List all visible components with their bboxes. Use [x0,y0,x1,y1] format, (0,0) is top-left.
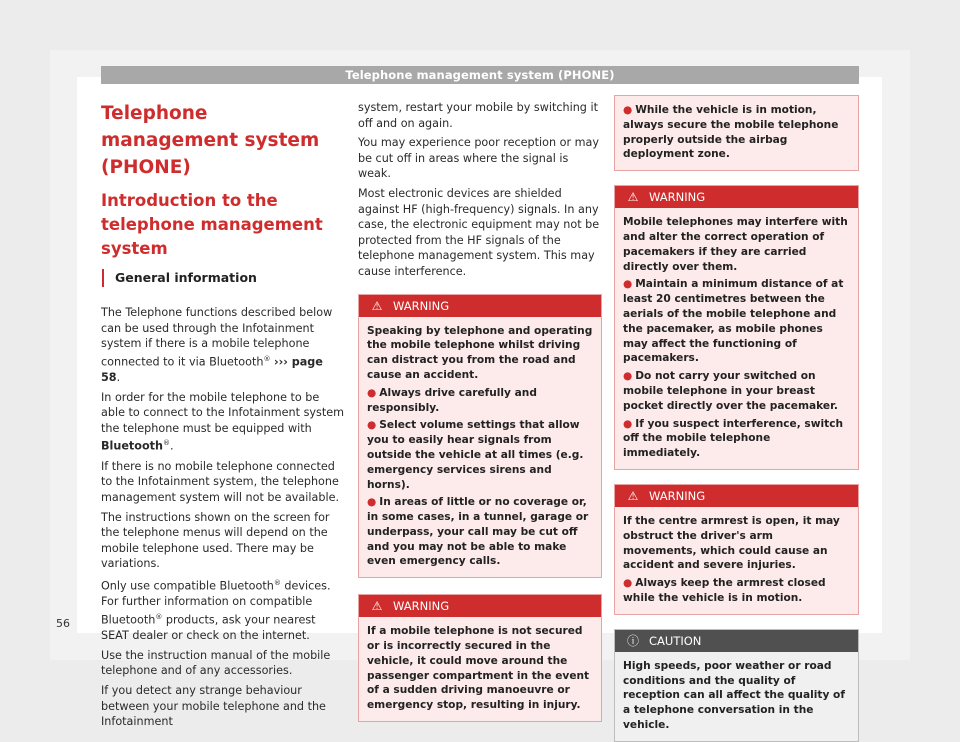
warning-box [614,484,859,615]
caution-box [614,629,859,742]
warning-box [358,594,602,722]
warning-header: ⚠ WARNING [359,295,601,317]
paragraph: Only use compatible Bluetooth® devices. For further information on compatible Bluetooth® products, ask your nearest SEAT dealer or check on the internet. [101,578,331,643]
list-item: ● While the vehicle is in motion, always secure the mobile telephone properly outside the airbag deployment zone. [623,104,839,161]
list-item: ● Select volume settings that allow you to easily hear signals from outside the vehicle at all times (e.g. emergency services sirens and horns). [367,419,584,491]
page-reference-link[interactable]: ››› page 58 [101,355,323,385]
warning-triangle-icon: ⚠ [371,599,383,614]
section-title: Introduction to the telephone management system [101,191,323,258]
caution-body: High speeds, poor weather or road conditions and the quality of reception can all affect the quality of a telephone conversation in the vehicle. [615,652,858,741]
warning-header: ⚠ WARNING [615,186,858,208]
bullet-dot-icon: ● [623,370,633,383]
bullet-dot-icon: ● [623,104,633,116]
running-header: Telephone management system (PHONE) [101,66,859,84]
paragraph: Most electronic devices are shielded against HF (high-frequency) signals. In any case, the electronic equipment may not be protected from the HF signals of the telephone management system. This may cause interference. [358,186,600,278]
paragraph: The instructions shown on the screen for the telephone menus will depend on the mobile telephone used. There may be variations. [101,510,330,571]
warning-body: Speaking by telephone and operating the mobile telephone whilst driving can distract you from the road and cause an accident. ● Always drive carefully and responsibly. ● Select volume settings that allow you to easily hear signals from outside the vehicle at all times (e.g. emergency services sirens and horns). ● In areas of little or no coverage or, in some cases, in a tunnel, garage or underpass, your call may be cut off and you may not be able to make even emergency calls. [359,317,601,578]
warning-box [614,185,859,470]
chapter-title: Telephone management system (PHONE) [101,103,320,178]
warning-body: Mobile telephones may interfere with and alter the correct operation of pacemakers if they are carried directly over them. ● Maintain a minimum distance of at least 20 centimetres between the aerials of the mobile telephone and the pacemaker, as mobile phones may affect the functioning of pacemakers. ● Do not carry your switched on mobile telephone in your breast pocket directly over the pacemaker. ● If you suspect interference, switch off the mobile telephone immediately. [615,208,858,469]
warning-triangle-icon: ⚠ [627,190,639,205]
warning-header: ⚠ WARNING [615,485,858,507]
bullet-dot-icon: ● [367,386,377,399]
page-number: 56 [56,617,70,630]
bullet-dot-icon: ● [623,417,633,430]
paragraph: Use the instruction manual of the mobile telephone and of any accessories. [101,648,331,678]
list-item: ● If you suspect interference, switch off the mobile telephone immediately. [623,417,844,460]
warning-continuation [614,95,859,171]
warning-body: If a mobile telephone is not secured or is incorrectly secured in the vehicle, it could move around the passenger compartment in the event of a sudden driving manoeuvre or emergency stop, resulting in injury. [359,617,601,721]
bullet-dot-icon: ● [367,496,377,509]
warning-header: ⚠ WARNING [359,595,601,617]
paragraph: You may experience poor reception or may be cut off in areas where the signal is weak. [358,136,600,181]
list-item: ● Maintain a minimum distance of at least 20 centimetres between the aerials of the mobile telephone and the pacemaker, as mobile phones may affect the functioning of pacemakers. [623,278,844,365]
warning-box [358,294,602,579]
subsection-title: General information [102,269,345,287]
list-item: ● Do not carry your switched on mobile telephone in your breast pocket directly over the pacemaker. [623,370,838,412]
list-item: ● Always drive carefully and responsibly. [367,386,537,414]
column-1 [101,96,345,730]
column-2 [358,100,602,722]
list-item: ● In areas of little or no coverage or, in some cases, in a tunnel, garage or underpass, your call may be cut off and you may not be able to make even emergency calls. [367,496,589,568]
paragraph: If there is no mobile telephone connected to the Infotainment system, the telephone management system will not be available. [101,459,340,504]
paragraph: If you detect any strange behaviour between your mobile telephone and the Infotainment [101,684,326,729]
bullet-dot-icon: ● [623,577,633,590]
warning-triangle-icon: ⚠ [371,298,383,313]
caution-info-icon: ⓘ [626,633,639,648]
paragraph: system, restart your mobile by switching it off and on again. [358,101,598,130]
bullet-dot-icon: ● [623,278,633,291]
paragraph: In order for the mobile telephone to be able to connect to the Infotainment system the telephone must be equipped with Bluetooth®. [101,390,345,454]
warning-body: If the centre armrest is open, it may obstruct the driver's arm movements, which could cause an accident and severe injuries. ● Always keep the armrest closed while the vehicle is in motion. [615,507,858,614]
warning-triangle-icon: ⚠ [627,488,639,503]
list-item: ● Always keep the armrest closed while the vehicle is in motion. [623,577,826,604]
paragraph: The Telephone functions described below can be used through the Infotainment system if there is a mobile telephone connected to it via Bluetooth® ››› page 58. [101,306,333,385]
bullet-dot-icon: ● [367,419,377,432]
column-3 [614,95,859,742]
caution-header: ⓘ CAUTION [615,630,858,652]
